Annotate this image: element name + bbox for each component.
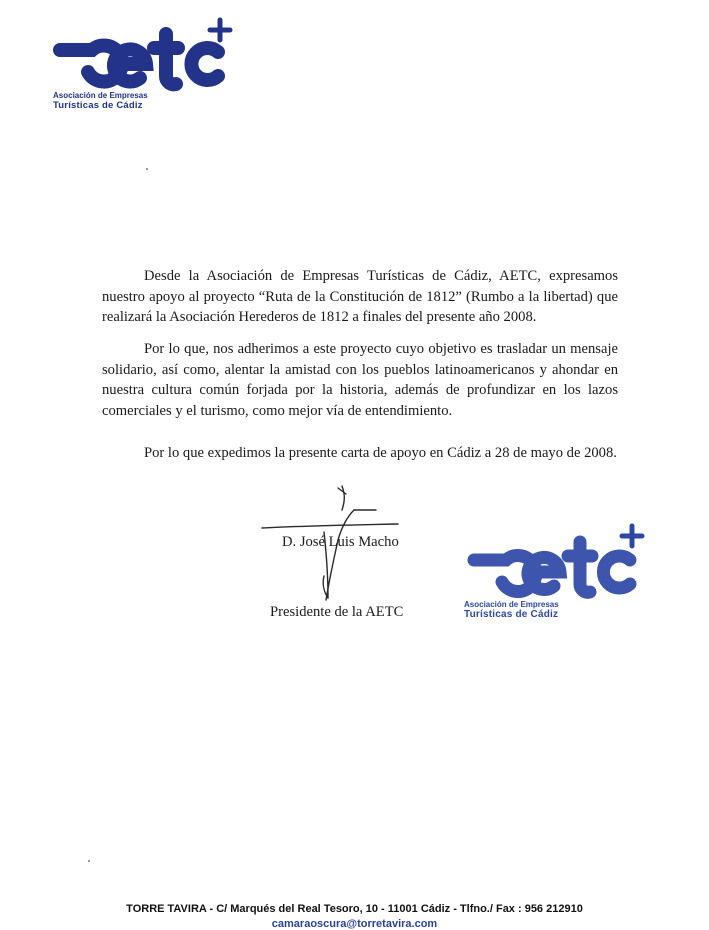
footer-email: camaraoscura@torretavira.com — [271, 918, 438, 930]
aetc-stamp-mark — [462, 522, 652, 602]
scan-speck — [88, 860, 90, 862]
footer-address: TORRE TAVIRA - C/ Marqués del Real Tesoro, 10 - 11001 Cádiz - Tlfno./ Fax : 956 212910 — [126, 903, 583, 915]
signer-title: Presidente de la AETC — [270, 604, 404, 620]
aetc-stamp — [462, 522, 652, 620]
signer-name: D. José Luis Macho — [282, 534, 399, 550]
logo-line-2: Turísticas de Cádiz — [53, 100, 143, 111]
aetc-logo-header — [48, 14, 238, 111]
paragraph-3: Por lo que expedimos la presente carta de apoyo en Cádiz a 28 de mayo de 2008. — [144, 445, 617, 461]
scan-speck — [146, 168, 148, 170]
aetc-logo-mark — [48, 14, 238, 94]
stamp-line-2: Turísticas de Cádiz — [464, 609, 559, 620]
paragraph-1: Desde la Asociación de Empresas Turísticas de Cádiz, AETC, expresamos nuestro apoyo al proyecto “Ruta de la Constitución de 1812” (Rumbo a la libertad) que realizará la Asociación Herederos de 1812 a finales del presente año 2008. — [102, 268, 618, 325]
stamp-line-1: Asociación de Empresas — [464, 600, 559, 609]
logo-line-1: Asociación de Empresas — [53, 91, 148, 100]
paragraph-2: Por lo que, nos adherimos a este proyecto cuyo objetivo es trasladar un mensaje solidario, así como, alentar la amistad con los pueblos latinoamericanos y ahondar en nuestra cultura común forjada por la historia, además de profundizar en los lazos comerciales y el turismo, como mejor vía de entendimiento. — [102, 341, 618, 419]
